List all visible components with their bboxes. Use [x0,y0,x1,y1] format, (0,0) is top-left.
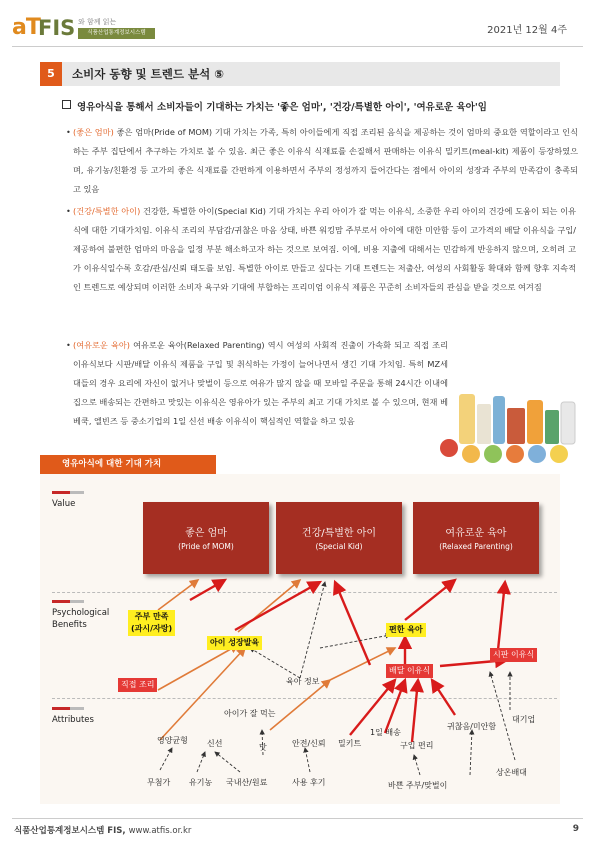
footer-divider [12,818,583,819]
value-box-special-kid [276,502,402,574]
paragraph-text: 좋은 엄마(Pride of MOM) 기대 가치는 가족, 특히 아이들에게 직접 조리된 음식을 제공하는 것이 엄마의 중요한 역할이라고 인식하는 주부 집단에서 추구하는 가치로 볼 수 있음. 최근 좋은 이유식 식재료를 손질해서 판매하는 이유식 밀키트(meal-kit) 제품이 등장하였으며, 유기농/친환경 등 고가의 좋은 식재료를 간편하게 이용하면서 주부의 정성까지 들어간다는 점에서 아이의 성장과 주부의 만족감이 충족되고 있음 [73,127,578,194]
main-heading-text: 영유아식을 통해서 소비자들이 기대하는 가치는 '좋은 엄마', '건강/특별한 아이', '여유로운 육아'임 [77,102,487,113]
row-marker [70,600,84,603]
paragraph-text: 건강한, 특별한 아이(Special Kid) 기대 가치는 우리 아이가 잘 먹는 이유식, 소중한 우리 아이의 건강에 도움이 되는 이유식에 대한 기대가치임. 이유식 조리의 부담감/귀찮은 마음 상태, 바쁜 워킹맘 주부로서 아이에 대한 미안함 등이 고가격의 배달 이유식을 구입/제공하여 불편한 엄마의 마음을 일정 부분 해소하고자 하는 것으로 보여짐. 이에, 비용 지출에 대해서는 민감하게 반응하지 않으며, 오히려 고가 이유식일수록 호감/관심/신뢰 태도를 보임. 특별한 아이로 만들고 싶다는 기대 트렌드는 저출산, 여성의 사회활동 확대와 함께 향후 지속적인 트렌드로 예상되며 이러한 소비자 욕구와 기대에 부합하는 프리미엄 이유식 제품은 꾸준히 소비자들의 관심을 받을 것으로 여겨짐 [73,206,576,292]
attr-taste: 맛 [259,743,267,752]
row-divider [52,592,557,593]
footer-source [14,824,191,836]
row-marker [70,491,84,494]
row-label-benefits: Psychological Benefits [52,608,110,630]
value-title: 여유로운 육아 [445,528,507,539]
logo-fis: FIS [38,16,76,40]
footer-org: 식품산업통계정보시스템 FIS, [14,826,129,836]
row-marker [70,707,84,710]
product-jar [550,445,568,463]
main-heading [62,99,487,113]
issue-date: 2021년 12월 4주 [487,25,567,36]
product-bottle [493,396,505,444]
product-jar [506,445,524,463]
attr-one-day-delivery: 1일 배송 [370,728,401,737]
product-jar [484,445,502,463]
benefit-easy-parenting: 편한 육아 [386,623,426,637]
paragraph-keyword: (좋은 엄마) [73,127,114,137]
row-label-value: Value [52,499,76,509]
footer-url[interactable]: www.atfis.or.kr [128,826,192,836]
value-subtitle: (Relaxed Parenting) [439,542,513,551]
attr-easy-purchase: 구입 편리 [400,741,434,750]
product-box [507,408,525,444]
value-subtitle: (Special Kid) [315,542,363,551]
value-title: 건강/특별한 아이 [301,528,377,539]
logo-tagline: 와 함께 읽는 [78,18,117,26]
section-number: 5 [40,62,62,86]
product-bottle [561,402,575,444]
benefit-direct-cooking: 직접 조리 [118,678,157,692]
product-jar [440,439,458,457]
benefit-parenting-info: 육아 정보 [286,677,320,686]
bullet: • [66,340,71,350]
value-subtitle: (Pride of MOM) [178,542,234,551]
attr-domestic-ingredients: 국내산/원료 [226,778,268,787]
attr-meal-kit: 밀키트 [338,739,362,748]
diagram-title: 영유아식에 대한 기대 가치 [40,455,216,474]
attr-busy-working-mom: 바쁜 주부/맞벌이 [388,781,448,790]
attr-room-temp-delivery: 상온배대 [496,768,527,777]
bullet: • [66,206,71,216]
benefit-child-growth: 아이 성장발육 [207,636,262,650]
row-marker [52,600,70,603]
page-number: 9 [572,824,579,834]
product-jar [528,445,546,463]
product-box [545,410,559,444]
attr-large-company: 대기업 [512,715,536,724]
paragraph-relaxed-parenting [66,336,448,431]
value-box-relaxed-parenting [413,502,539,574]
bullet: • [66,127,71,137]
attr-no-additive: 무첨가 [147,778,171,787]
product-bottle [527,400,543,444]
value-box-pride-of-mom [143,502,269,574]
attr-fresh: 신선 [207,739,223,748]
checkbox-icon [62,100,71,109]
attr-nutrition-balance: 영양균형 [157,736,188,745]
attr-user-reviews: 사용 후기 [292,778,326,787]
paragraph-keyword: (여유로운 육아) [73,340,130,350]
paragraph-text: 여유로운 육아(Relaxed Parenting) 역시 여성의 사회적 진출이 가속화 되고 직접 조리 이유식보다 시판/배달 이유식 제품을 구입 및 취식하는 가정이 늘어나면서 생긴 기대 가치임. 특히 MZ세대들의 경우 요리에 자신이 없거나 맞벌이 등으로 여유가 많지 않을 때 모바일 주문을 통해 24시간 이내에 집으로 배송되는 간편하고 맛있는 이유식은 영유아가 있는 주부의 최고 기대 가치로 볼 수 있으며, 현재 베베쿡, 엘빈즈 등 중소기업의 1일 신선 배송 이유식이 핵심적인 역할을 하고 있음 [73,340,448,426]
benefit-mom-satisfaction: 주부 만족 (과시/자랑) [128,610,175,636]
logo-at: aT [12,15,40,40]
paragraph-special-kid [66,202,576,297]
benefit-delivery-baby-food: 배달 이유식 [386,664,433,678]
attr-organic: 유기농 [189,778,213,787]
paragraph-pride-of-mom [66,123,578,199]
row-marker [52,491,70,494]
attr-safety-trust: 안전/신뢰 [292,739,326,748]
product-jar [462,445,480,463]
logo-subtitle: 식품산업통계정보시스템 [78,28,155,39]
attr-hassle-guilt: 귀찮음/미안함 [447,722,497,731]
row-label-attributes: Attributes [52,715,94,725]
row-divider [52,698,557,699]
paragraph-keyword: (건강/특별한 아이) [73,206,141,216]
section-title: 소비자 동향 및 트렌드 분석 ⑤ [72,67,224,81]
value-title: 좋은 엄마 [185,528,227,539]
header-divider [12,46,583,47]
product-box [477,404,491,444]
baby-food-products-image [437,386,582,466]
product-bottle [459,394,475,444]
benefit-retail-baby-food: 시판 이유식 [490,648,537,662]
row-marker [52,707,70,710]
attr-eats-well: 아이가 잘 먹는 [224,709,276,718]
